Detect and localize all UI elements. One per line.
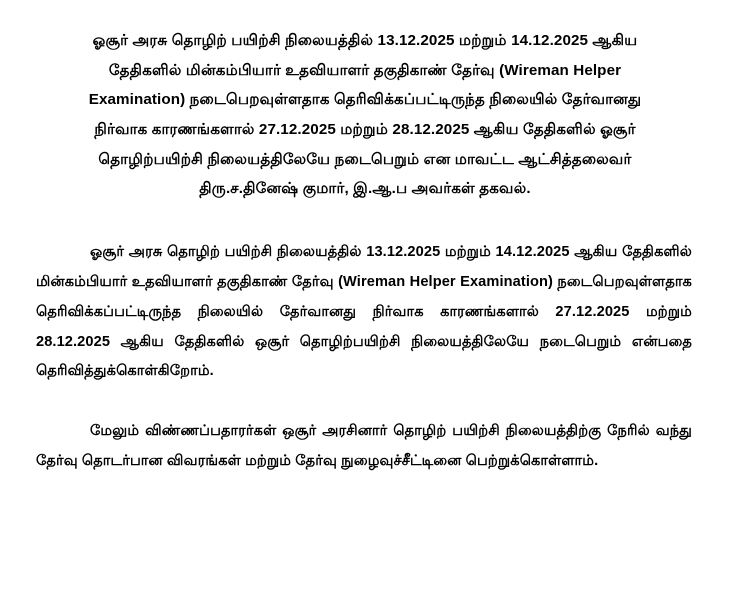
headline-line: தேதிகளில் மின்கம்பியார் உதவியாளர் தகுதிகாண் தேர்வு (Wireman Helper xyxy=(108,61,622,79)
headline-line: ஓசூர் அரசு தொழிற் பயிற்சி நிலையத்தில் 13.12.2025 மற்றும் 14.12.2025 ஆகிய xyxy=(92,32,638,49)
headline-line: திரு.ச.தினேஷ் குமார், இ.ஆ.ப அவர்கள் தகவல். xyxy=(199,180,531,198)
headline-line: தொழிற்பயிற்சி நிலையத்திலேயே நடைபெறும் என மாவட்ட ஆட்சித்தலைவர் xyxy=(98,150,632,168)
headline-line: Examination) நடைபெறவுள்ளதாக தெரிவிக்கப்பட்டிருந்த நிலையில் தேர்வானது xyxy=(88,91,642,109)
headline-line: நிர்வாக காரணங்களால் 27.12.2025 மற்றும் 28.12.2025 ஆகிய தேதிகளில் ஓசூர் xyxy=(94,120,636,138)
paragraph-two xyxy=(34,417,696,477)
paragraph-two-text: மேலும் விண்ணப்பதாரர்கள் ஒசூர் அரசினார் தொழிற் பயிற்சி நிலையத்திற்கு நேரில் வந்து தேர்வு தொடர்பான விவரங்கள் மற்றும் தேர்வு நுழைவுச்சீட்டினை பெற்றுக்கொள்ளாம். xyxy=(36,423,692,470)
paragraph-one-text: ஓசூர் அரசு தொழிற் பயிற்சி நிலையத்தில் 13.12.2025 மற்றும் 14.12.2025 ஆகிய தேதிகளில் மின்கம்பியார் உதவியாளர் தகுதிகாண் தேர்வு (Wireman Helper Examination) நடைபெறவுள்ளதாக தெரிவிக்கப்பட்டிருந்த நிலையில் தேர்வானது நிர்வாக காரணங்களால் 27.12.2025 மற்றும் 28.12.2025 ஆகிய தேதிகளில் ஒசூர் தொழிற்பயிற்சி நிலையத்திலேயே நடைபெறும் என்பதை தெரிவித்துக்கொள்கிறோம். xyxy=(36,243,692,380)
headline xyxy=(34,26,696,204)
paragraph-one xyxy=(34,238,696,388)
